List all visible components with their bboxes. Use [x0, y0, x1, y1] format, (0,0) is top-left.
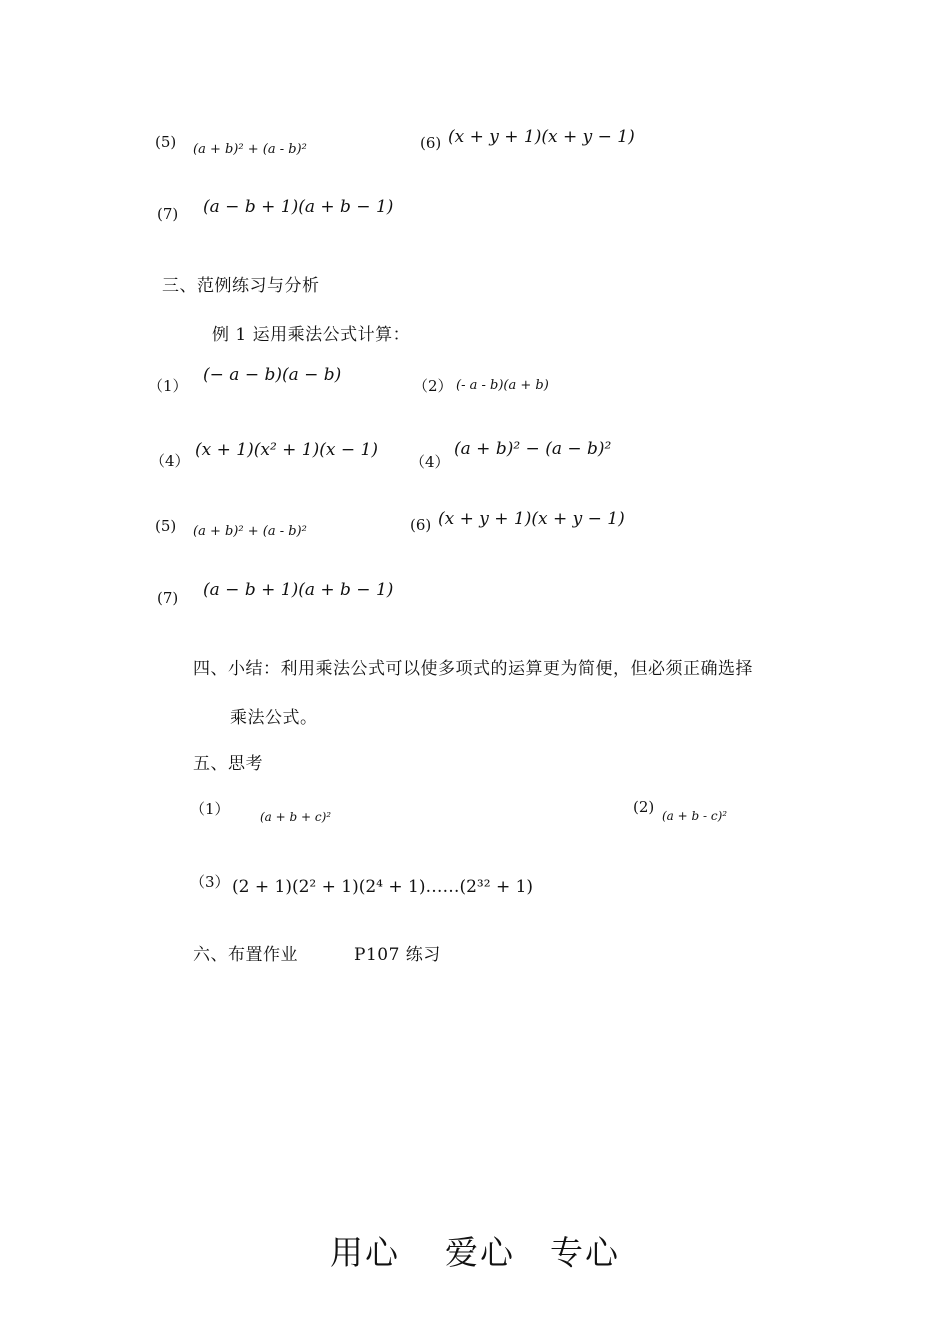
section-5-heading: 五、思考 [193, 754, 263, 774]
think-item-3-expression: (2 + 1)(2² + 1)(2⁴ + 1)……(2³² + 1) [232, 877, 534, 897]
example-1-item-6-label: (6) [410, 516, 432, 534]
example-1-item-2-expression: (- a - b)(a + b) [456, 378, 549, 393]
think-item-1-label: （1） [190, 800, 230, 818]
summary-line-2: 乘法公式。 [230, 708, 318, 728]
example-1-item-4-label: （4） [410, 453, 450, 471]
item-5-label: (5) [155, 133, 177, 151]
think-item-1-expression: (a + b + c)² [260, 810, 332, 824]
example-1-item-6-expression: (x + y + 1)(x + y − 1) [438, 509, 625, 529]
example-1-item-4-expression: (a + b)² − (a − b)² [454, 439, 612, 459]
footer-word-3: 专心 [550, 1233, 620, 1272]
example-1-item-5-expression: (a + b)² + (a - b)² [193, 524, 307, 539]
summary-line-1: 四、小结：利用乘法公式可以使多项式的运算更为简便，但必须正确选择 [193, 659, 753, 679]
example-1-item-5-label: (5) [155, 517, 177, 535]
homework-reference: P107 练习 [354, 945, 441, 965]
item-6-expression: (x + y + 1)(x + y − 1) [448, 127, 635, 147]
section-6-heading: 六、布置作业 [193, 945, 298, 965]
think-item-2-label: (2) [633, 798, 655, 816]
item-7-label: (7) [157, 205, 179, 223]
example-1-item-3-label: （4） [150, 452, 190, 470]
example-1-item-3-expression: (x + 1)(x² + 1)(x − 1) [195, 440, 378, 460]
item-6-label: (6) [420, 134, 442, 152]
example-1-item-1-label: （1） [148, 377, 188, 395]
item-5-expression: (a + b)² + (a - b)² [193, 142, 307, 157]
example-1-item-7-label: (7) [157, 589, 179, 607]
think-item-3-label: （3） [190, 873, 230, 891]
item-7-expression: (a − b + 1)(a + b − 1) [203, 197, 394, 217]
example-1-item-2-label: （2） [413, 377, 453, 395]
example-1-item-1-expression: (− a − b)(a − b) [203, 365, 342, 385]
footer-word-2: 爱心 [445, 1233, 515, 1272]
think-item-2-expression: (a + b - c)² [662, 809, 728, 823]
footer-word-1: 用心 [330, 1233, 400, 1272]
example-1-item-7-expression: (a − b + 1)(a + b − 1) [203, 580, 394, 600]
example-1-intro: 例 1 运用乘法公式计算： [212, 325, 411, 345]
section-3-heading: 三、范例练习与分析 [162, 276, 320, 296]
